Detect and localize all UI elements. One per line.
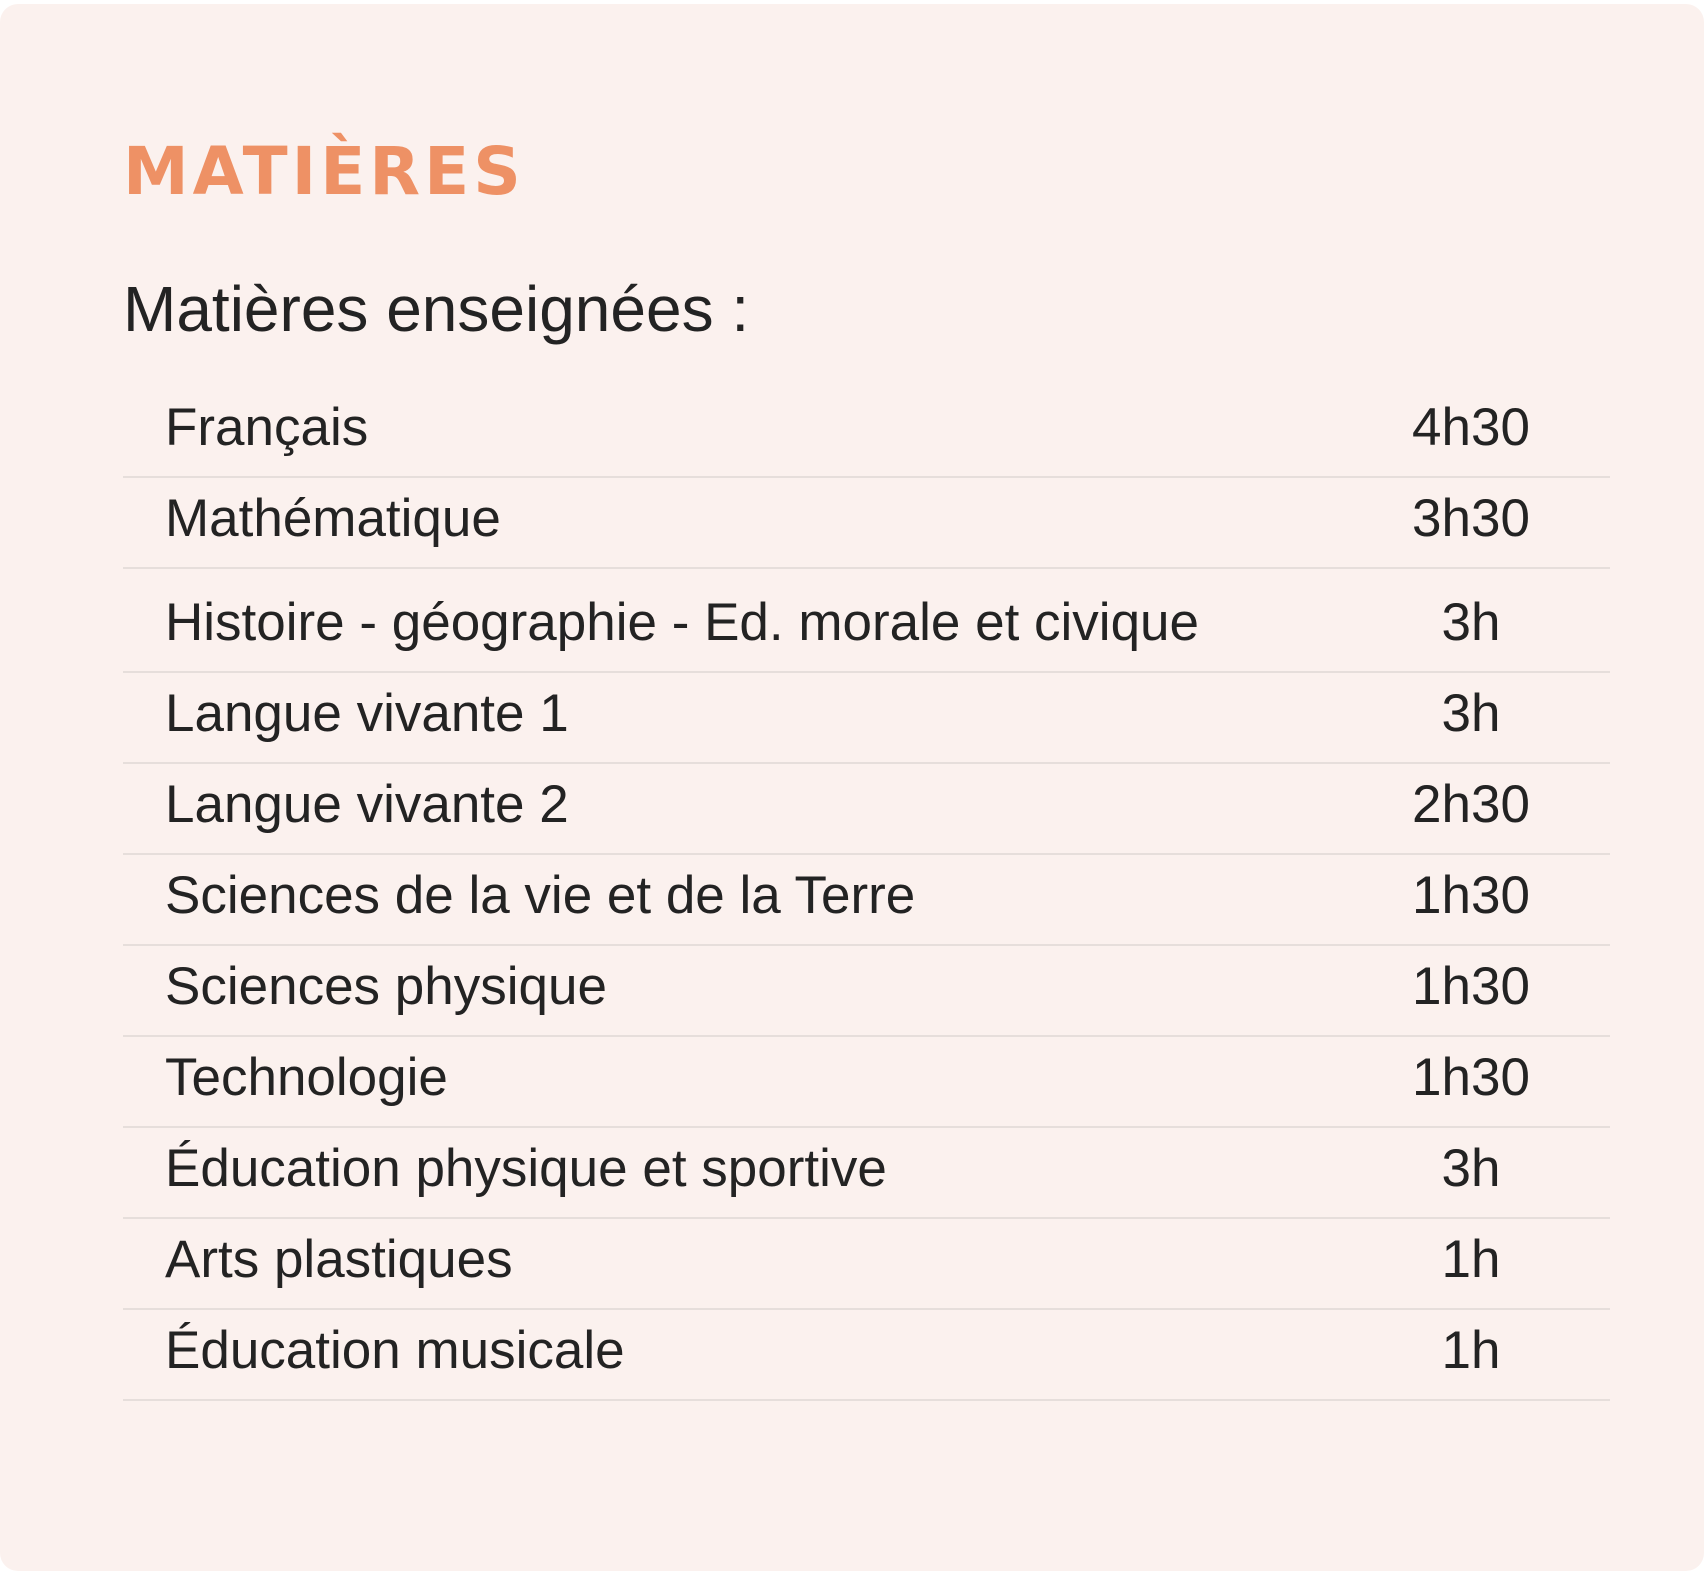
- table-row: [123, 946, 1610, 1037]
- subject-name: Langue vivante 2: [165, 775, 569, 834]
- table-row: [123, 1128, 1610, 1219]
- table-row: [123, 1310, 1610, 1401]
- subject-name: Éducation musicale: [165, 1321, 625, 1380]
- subject-hours: 2h30: [1412, 775, 1530, 834]
- table-row: [123, 1037, 1610, 1128]
- table-row: [123, 673, 1610, 764]
- subject-name: Langue vivante 1: [165, 684, 569, 743]
- subject-hours: 1h: [1441, 1321, 1501, 1380]
- subjects-card: [0, 4, 1704, 1571]
- table-row: [123, 855, 1610, 946]
- table-row: [123, 478, 1610, 569]
- table-row: [123, 1219, 1610, 1310]
- subject-name: Sciences de la vie et de la Terre: [165, 866, 916, 925]
- subject-hours: 3h: [1441, 684, 1501, 743]
- subject-hours: 1h30: [1412, 957, 1530, 1016]
- subjects-table: [123, 387, 1610, 1401]
- subject-hours: 1h30: [1412, 1048, 1530, 1107]
- subject-hours: 3h30: [1412, 489, 1530, 548]
- section-title: MATIÈRES: [123, 133, 525, 210]
- subject-hours: 3h: [1441, 593, 1501, 652]
- subject-name: Histoire - géographie - Ed. morale et civique: [165, 593, 1199, 652]
- subject-name: Mathématique: [165, 489, 501, 548]
- subject-hours: 4h30: [1412, 398, 1530, 457]
- subject-hours: 3h: [1441, 1139, 1501, 1198]
- subject-hours: 1h: [1441, 1230, 1501, 1289]
- table-row: [123, 387, 1610, 478]
- subject-name: Éducation physique et sportive: [165, 1139, 887, 1198]
- table-row: [123, 569, 1610, 673]
- table-row: [123, 764, 1610, 855]
- subject-name: Sciences physique: [165, 957, 607, 1016]
- subject-name: Technologie: [165, 1048, 448, 1107]
- subject-name: Arts plastiques: [165, 1230, 513, 1289]
- subjects-subtitle: Matières enseignées :: [123, 273, 750, 345]
- subject-hours: 1h30: [1412, 866, 1530, 925]
- subject-name: Français: [165, 398, 369, 457]
